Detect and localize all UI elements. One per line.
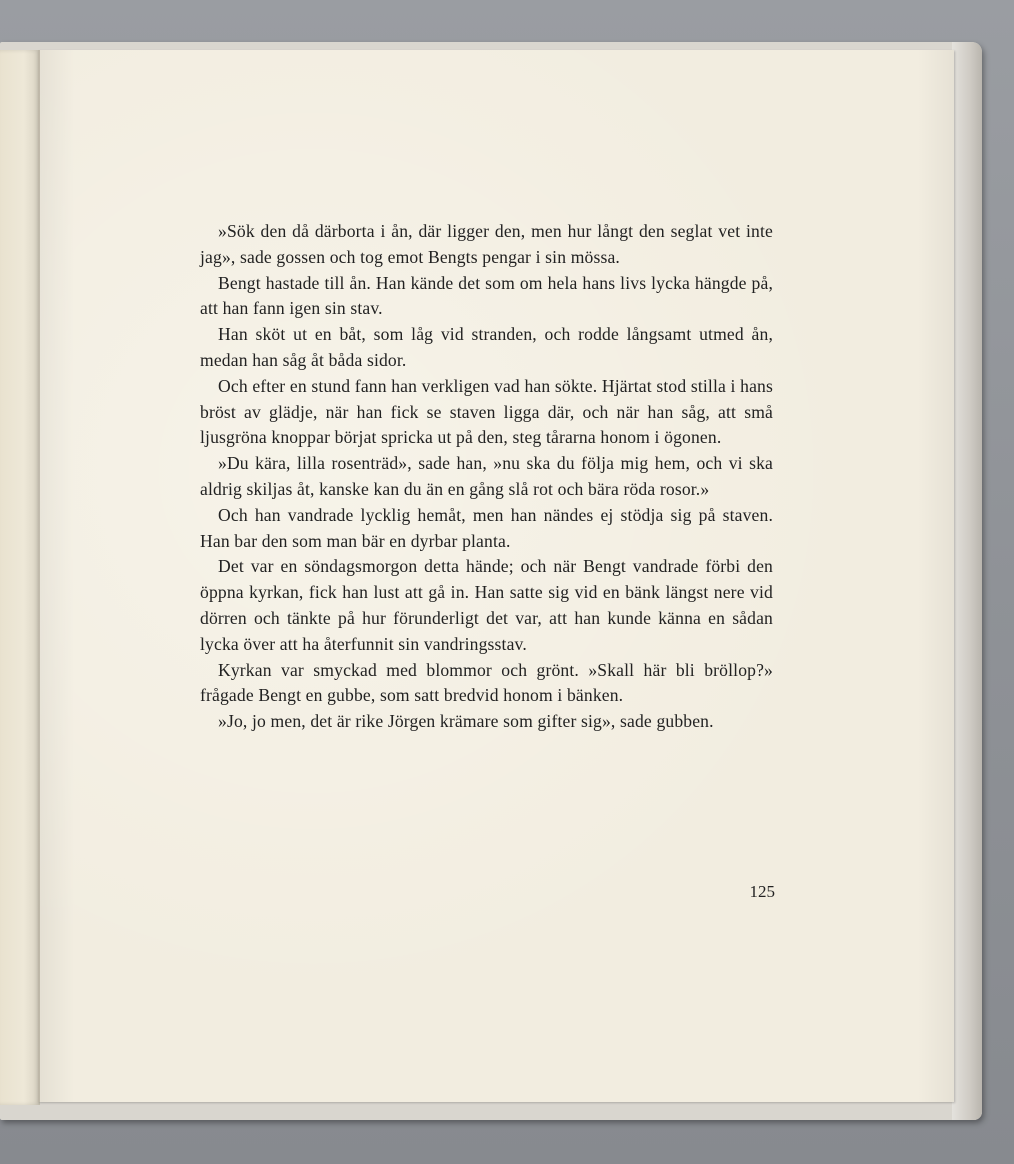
paragraph: Och efter en stund fann han verkligen vad han sökte. Hjärtat stod stilla i hans bröst av glädje, när han fick se staven ligga där, och när han såg, att små ljusgröna knoppar börjat spricka ut på den, steg tårarna honom i ögonen. [200,375,773,448]
paragraph: Och han vandrade lycklig hemåt, men han nändes ej stödja sig på staven. Han bar den som man bär en dyrbar planta. [200,504,773,551]
left-page-edge [0,50,40,1105]
cover-edge [952,42,982,1120]
body-text [200,219,773,735]
paragraph: Bengt hastade till ån. Han kände det som om hela hans livs lycka hängde på, att han fann igen sin stav. [200,272,773,319]
paragraph: »Du kära, lilla rosenträd», sade han, »nu ska du följa mig hem, och vi ska aldrig skiljas åt, kanske kan du än en gång slå rot och bära röda rosor.» [200,453,773,499]
paragraph: Kyrkan var smyckad med blommor och grönt. »Skall här bli bröllop?» frågade Bengt en gubbe, som satt bredvid honom i bänken. [200,659,773,706]
paragraph: »Jo, jo men, det är rike Jörgen krämare som gifter sig», sade gubben. [218,711,714,732]
page-number: 125 [749,882,775,901]
paragraph: Han sköt ut en båt, som låg vid stranden, och rodde långsamt utmed ån, medan han såg åt båda sidor. [200,324,773,370]
paragraph: »Sök den då därborta i ån, där ligger den, men hur långt den seglat vet inte jag», sade gossen och tog emot Bengts pengar i sin mössa. [200,221,773,267]
paragraph: Det var en söndagsmorgon detta hände; och när Bengt vandrade förbi den öppna kyrkan, fick han lust att gå in. Han satte sig vid en bänk längst nere vid dörren och tänkte på hur förunderligt det var, att han kunde känna en sådan lycka över att ha återfunnit sin vandringsstav. [200,556,773,654]
page-gutter [38,50,40,1102]
